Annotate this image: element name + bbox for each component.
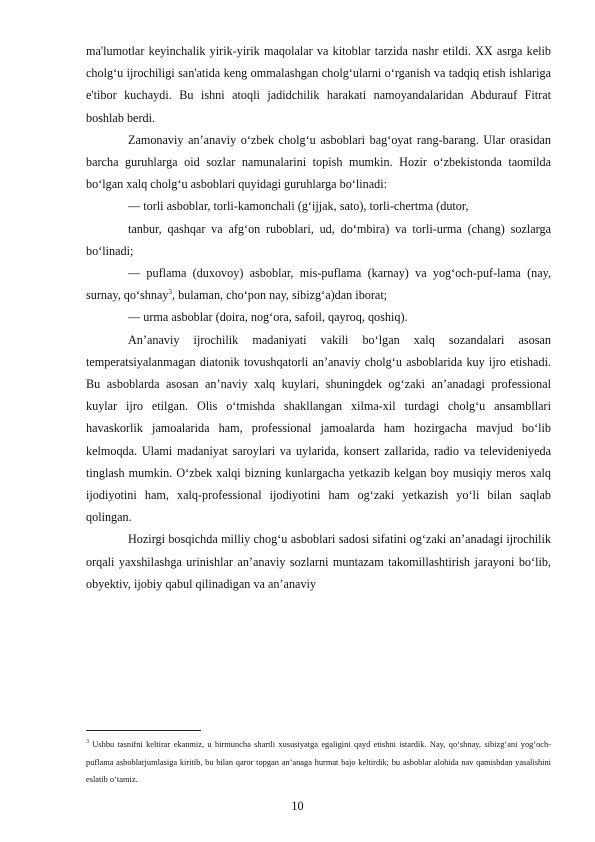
footnote xyxy=(86,736,551,789)
paragraph-instrument-variety: Zamonaviy an’anaviy o‘zbek cholg‘u asboblari bag‘oyat rang-barang. Ular orasidan barcha guruhlarga oid sozlar namunalarini topish mumkin. Hozir o‘zbekistonda taomilda bo‘lgan xalq cholg‘u asboblari quyidagi guruhlarga bo‘linadi: xyxy=(86,132,551,192)
footnote-text: Ushbu tasnifni keltirar ekanmiz, u birmuncha shartli xususiyatga egaligini qayd etishni istardik. Nay, qo‘shnay, sibizg‘ani yog‘och-puflama asboblarjumlasiga kiritib, bu bilan qaror topgan an’anaga hurmat bajo keltirdik; bu asboblar alohida nav qamishdan yasalishini eslatib o‘tamiz. xyxy=(86,740,551,784)
wind-instruments-text: — puflama (duxovoy) asboblar, mis-puflama (karnay) va yog‘och-puf-lama (nay, surnay, qo‘shnay xyxy=(86,266,551,303)
footnote-divider xyxy=(86,730,201,731)
paragraph-intro: ma'lumotlar keyinchalik yirik-yirik maqolalar va kitoblar tarzida nashr etildi. XX asrga kelib cholg‘u ijrochiligi san'atida keng ommalashgan cholg‘ularni o‘rganish va tadqiq etish ishlariga e'tibor kuchaydi. Bu ishni atoqli jadidchilik harakati namoyandalaridan Abdurauf Fitrat boshlab berdi. xyxy=(86,44,551,125)
list-item-string-instruments-continued: tanbur, qashqar va afg‘on ruboblari, ud, do‘mbira) va torli-urma (chang) sozlarga bo‘linadi; xyxy=(86,221,551,258)
paragraph-performance-culture: An’anaviy ijrochilik madaniyati vakili bo‘lgan xalq sozandalari asosan temperatsiyalanmagan diatonik tovushqatorli an’anaviy cholg‘u asboblarida kuy ijro etishadi. Bu asboblarda asosan an’naviy xalq kuylari, shuningdek og‘zaki an’anadagi professional kuylar ijro etilgan. Olis o‘tmishda shakllangan xilma-xil turdagi cholg‘u ansambllari havaskorlik jamoalarida ham, professional jamoalarda ham hozirgacha mavjud bo‘lib kelmoqda. Ulami madaniyat saroylari va uylarida, konsert zallarida, radio va televideniyeda tinglash mumkin. O‘zbek xalqi bizning kunlargacha yetkazib kelgan boy musiqiy meros xalq ijodiyotini ham, xalq-professional ijodiyotini ham og‘zaki yetkazish yo‘li bilan saqlab qolingan. xyxy=(86,332,551,525)
body-text xyxy=(86,40,551,595)
wind-instruments-text-end: , bulaman, cho‘pon nay, sibizg‘a)dan iborat; xyxy=(171,288,388,303)
footnote-marker: 3 xyxy=(86,739,89,745)
list-item-string-instruments: — torli asboblar, torli-kamonchali (g‘ijjak, sato), torli-chertma (dutor, xyxy=(128,199,469,214)
list-item-percussion-instruments: — urma asboblar (doira, nog‘ora, safoil, qayroq, qoshiq). xyxy=(128,310,408,325)
list-item-wind-instruments xyxy=(86,262,551,306)
page-number: 10 xyxy=(291,799,304,813)
footnote-reference[interactable]: 3 xyxy=(168,288,172,297)
paragraph-current-stage: Hozirgi bosqichda milliy chog‘u asboblari sadosi sifatini og‘zaki an’anadagi ijrochilik orqali yaxshilashga urinishlar an’anaviy sozlarni muntazam takomillashtirish jarayoni bo‘lib, obyektiv, ijobiy qabul qilinadigan va an’anaviy xyxy=(86,532,551,591)
